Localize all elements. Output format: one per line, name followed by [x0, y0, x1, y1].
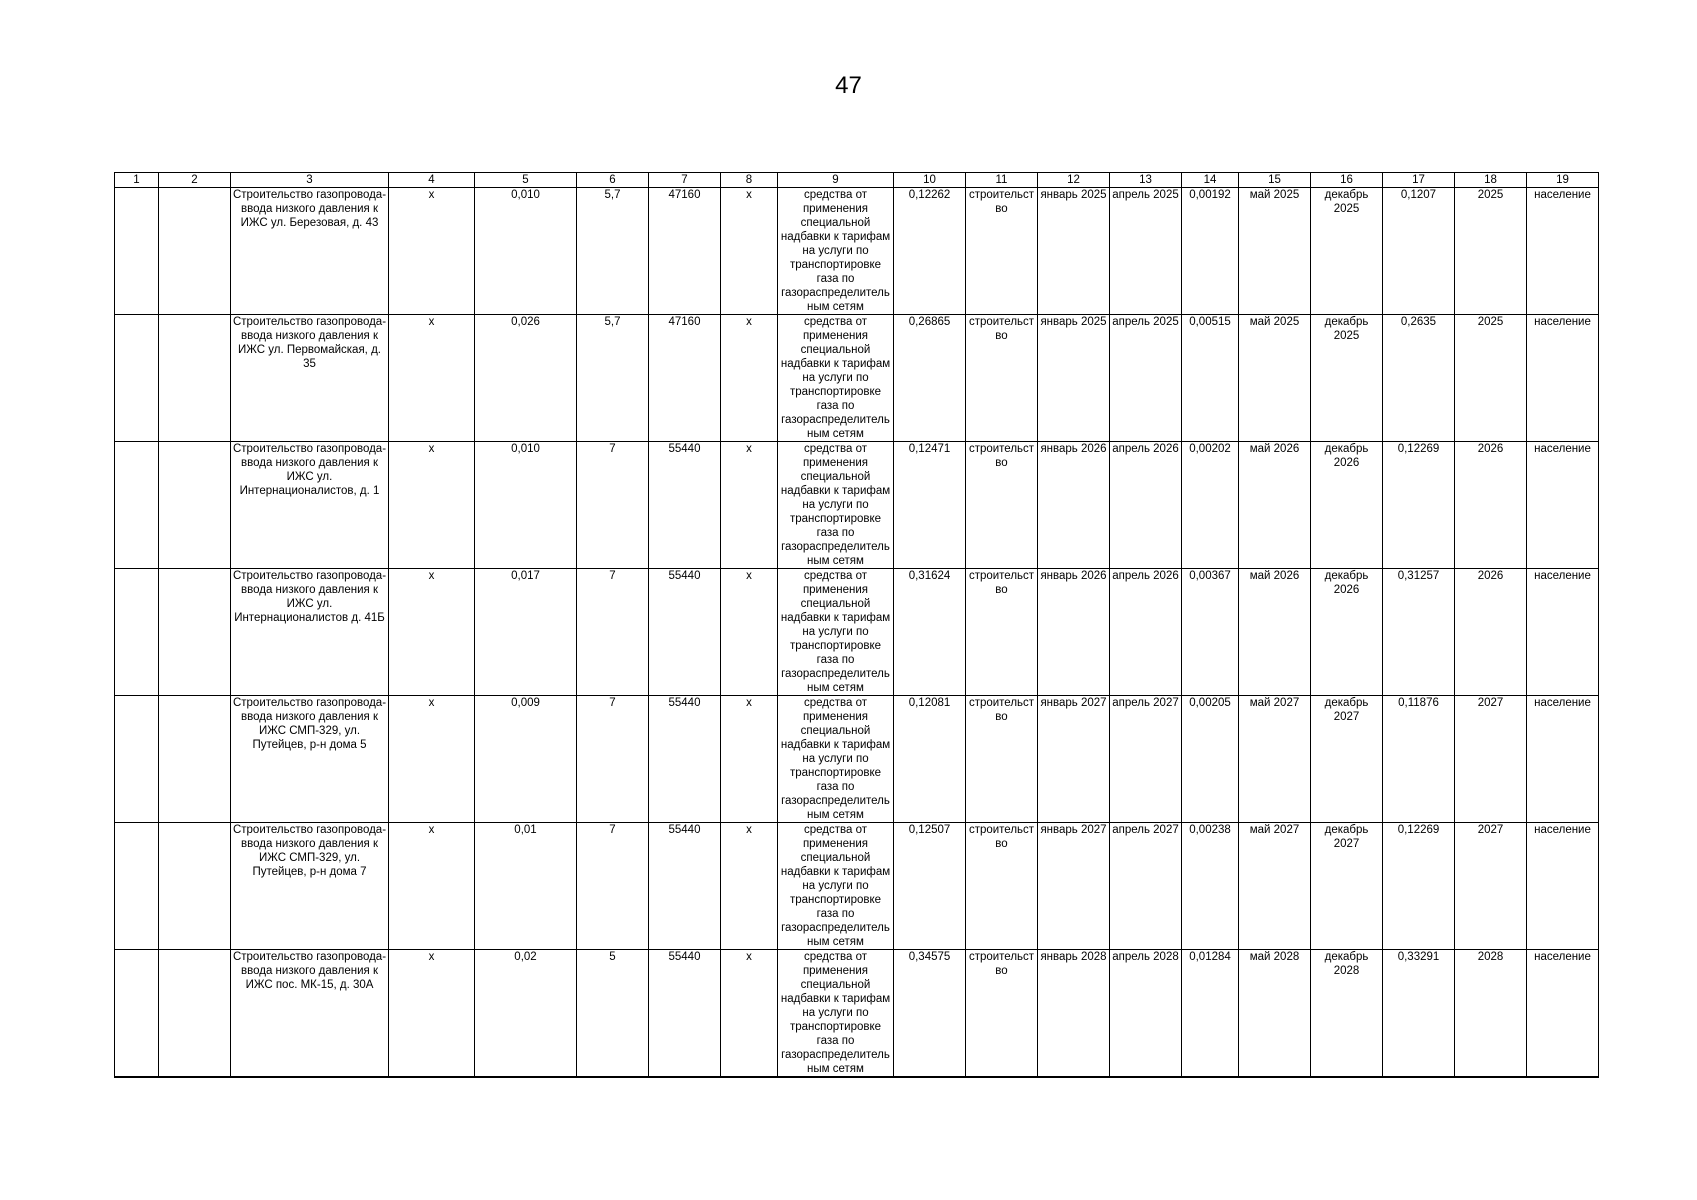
cell-consumers: население: [1527, 569, 1599, 696]
cell-col-7: 55440: [649, 823, 721, 950]
cell-col-4: х: [389, 569, 475, 696]
cell-col-6: 7: [577, 569, 649, 696]
column-header: 4: [389, 173, 475, 188]
cell-col-14: 0,00515: [1182, 315, 1239, 442]
table-header-row: [115, 173, 1599, 188]
column-header: 1: [115, 173, 159, 188]
column-header: 17: [1383, 173, 1455, 188]
cell-project-name: Строительство газопровода-ввода низкого давления к ИЖС СМП-329, ул. Путейцев, р-н дома 7: [231, 823, 389, 950]
cell-commission-start: май 2026: [1239, 442, 1311, 569]
cell-col-4: х: [389, 823, 475, 950]
cell-commission-end: декабрь 2027: [1311, 696, 1383, 823]
column-header: 12: [1038, 173, 1110, 188]
cell-consumers: население: [1527, 188, 1599, 315]
cell-funding-source: средства от применения специальной надбавки к тарифам на услуги по транспортировке газа по газораспределительным сетям: [778, 950, 894, 1078]
cell-col-4: х: [389, 696, 475, 823]
cell-row-number: [115, 569, 159, 696]
cell-col-17: 0,33291: [1383, 950, 1455, 1078]
table-row: [115, 188, 1599, 315]
cell-col-17: 0,11876: [1383, 696, 1455, 823]
column-header: 7: [649, 173, 721, 188]
cell-consumers: население: [1527, 823, 1599, 950]
cell-col-17: 0,12269: [1383, 823, 1455, 950]
cell-work-type: строительство: [966, 315, 1038, 442]
cell-end: апрель 2027: [1110, 823, 1182, 950]
cell-code: [159, 696, 231, 823]
cell-commission-end: декабрь 2028: [1311, 950, 1383, 1078]
table-row: [115, 823, 1599, 950]
cell-col-17: 0,1207: [1383, 188, 1455, 315]
cell-code: [159, 188, 231, 315]
cell-commission-start: май 2025: [1239, 315, 1311, 442]
cell-funding-source: средства от применения специальной надбавки к тарифам на услуги по транспортировке газа по газораспределительным сетям: [778, 823, 894, 950]
cell-col-7: 47160: [649, 315, 721, 442]
cell-project-name: Строительство газопровода-ввода низкого давления к ИЖС СМП-329, ул. Путейцев, р-н дома 5: [231, 696, 389, 823]
cell-consumers: население: [1527, 950, 1599, 1078]
column-header: 8: [721, 173, 778, 188]
cell-code: [159, 442, 231, 569]
cell-work-type: строительство: [966, 696, 1038, 823]
cell-length: 0,01: [475, 823, 577, 950]
column-header: 19: [1527, 173, 1599, 188]
cell-length: 0,009: [475, 696, 577, 823]
cell-year: 2027: [1455, 696, 1527, 823]
cell-cost: 0,12262: [894, 188, 966, 315]
cell-end: апрель 2026: [1110, 569, 1182, 696]
cell-col-7: 55440: [649, 950, 721, 1078]
cell-year: 2028: [1455, 950, 1527, 1078]
cell-code: [159, 569, 231, 696]
cell-length: 0,026: [475, 315, 577, 442]
cell-funding-source: средства от применения специальной надбавки к тарифам на услуги по транспортировке газа по газораспределительным сетям: [778, 696, 894, 823]
cell-work-type: строительство: [966, 569, 1038, 696]
cell-cost: 0,26865: [894, 315, 966, 442]
cell-code: [159, 315, 231, 442]
cell-col-14: 0,01284: [1182, 950, 1239, 1078]
cell-code: [159, 950, 231, 1078]
cell-col-17: 0,31257: [1383, 569, 1455, 696]
column-header: 15: [1239, 173, 1311, 188]
cell-col-14: 0,00367: [1182, 569, 1239, 696]
column-header: 16: [1311, 173, 1383, 188]
cell-commission-start: май 2025: [1239, 188, 1311, 315]
column-header: 6: [577, 173, 649, 188]
cell-row-number: [115, 823, 159, 950]
column-header: 11: [966, 173, 1038, 188]
table-row: [115, 315, 1599, 442]
cell-commission-start: май 2026: [1239, 569, 1311, 696]
cell-work-type: строительство: [966, 823, 1038, 950]
cell-col-8: х: [721, 696, 778, 823]
cell-col-4: х: [389, 188, 475, 315]
cell-col-7: 47160: [649, 188, 721, 315]
cell-year: 2026: [1455, 569, 1527, 696]
cell-project-name: Строительство газопровода-ввода низкого давления к ИЖС пос. МК-15, д. 30А: [231, 950, 389, 1078]
cell-consumers: население: [1527, 696, 1599, 823]
cell-col-6: 7: [577, 442, 649, 569]
cell-cost: 0,12081: [894, 696, 966, 823]
cell-col-17: 0,2635: [1383, 315, 1455, 442]
cell-col-8: х: [721, 442, 778, 569]
cell-length: 0,010: [475, 442, 577, 569]
cell-row-number: [115, 950, 159, 1078]
cell-commission-start: май 2027: [1239, 696, 1311, 823]
cell-row-number: [115, 188, 159, 315]
cell-end: апрель 2026: [1110, 442, 1182, 569]
cell-row-number: [115, 442, 159, 569]
cell-col-8: х: [721, 315, 778, 442]
cell-col-8: х: [721, 188, 778, 315]
cell-col-6: 7: [577, 696, 649, 823]
cell-year: 2026: [1455, 442, 1527, 569]
cell-col-4: х: [389, 950, 475, 1078]
cell-col-6: 7: [577, 823, 649, 950]
cell-col-14: 0,00202: [1182, 442, 1239, 569]
column-header: 10: [894, 173, 966, 188]
cell-col-8: х: [721, 823, 778, 950]
cell-funding-source: средства от применения специальной надбавки к тарифам на услуги по транспортировке газа по газораспределительным сетям: [778, 315, 894, 442]
cell-cost: 0,12471: [894, 442, 966, 569]
column-header: 2: [159, 173, 231, 188]
page-number: 47: [835, 72, 862, 99]
cell-end: апрель 2027: [1110, 696, 1182, 823]
cell-col-17: 0,12269: [1383, 442, 1455, 569]
cell-col-8: х: [721, 950, 778, 1078]
cell-col-7: 55440: [649, 569, 721, 696]
column-header: 5: [475, 173, 577, 188]
cell-cost: 0,31624: [894, 569, 966, 696]
column-header: 13: [1110, 173, 1182, 188]
cell-start: январь 2027: [1038, 696, 1110, 823]
cell-start: январь 2026: [1038, 442, 1110, 569]
cell-col-6: 5: [577, 950, 649, 1078]
column-header: 14: [1182, 173, 1239, 188]
cell-start: январь 2027: [1038, 823, 1110, 950]
cell-col-7: 55440: [649, 696, 721, 823]
cell-code: [159, 823, 231, 950]
cell-commission-end: декабрь 2025: [1311, 315, 1383, 442]
cell-work-type: строительство: [966, 442, 1038, 569]
cell-funding-source: средства от применения специальной надбавки к тарифам на услуги по транспортировке газа по газораспределительным сетям: [778, 569, 894, 696]
cell-project-name: Строительство газопровода-ввода низкого давления к ИЖС ул. Интернационалистов, д. 1: [231, 442, 389, 569]
cell-row-number: [115, 696, 159, 823]
cell-start: январь 2028: [1038, 950, 1110, 1078]
cell-commission-end: декабрь 2025: [1311, 188, 1383, 315]
cell-length: 0,017: [475, 569, 577, 696]
cell-col-14: 0,00205: [1182, 696, 1239, 823]
column-header: 18: [1455, 173, 1527, 188]
cell-work-type: строительство: [966, 188, 1038, 315]
cell-row-number: [115, 315, 159, 442]
cell-project-name: Строительство газопровода-ввода низкого давления к ИЖС ул. Березовая, д. 43: [231, 188, 389, 315]
cell-funding-source: средства от применения специальной надбавки к тарифам на услуги по транспортировке газа по газораспределительным сетям: [778, 188, 894, 315]
cell-cost: 0,34575: [894, 950, 966, 1078]
cell-commission-start: май 2028: [1239, 950, 1311, 1078]
cell-commission-end: декабрь 2026: [1311, 569, 1383, 696]
cell-end: апрель 2025: [1110, 315, 1182, 442]
cell-commission-end: декабрь 2027: [1311, 823, 1383, 950]
cell-funding-source: средства от применения специальной надбавки к тарифам на услуги по транспортировке газа по газораспределительным сетям: [778, 442, 894, 569]
table-row: [115, 569, 1599, 696]
data-table: [114, 172, 1599, 1078]
cell-col-14: 0,00238: [1182, 823, 1239, 950]
cell-year: 2027: [1455, 823, 1527, 950]
cell-commission-start: май 2027: [1239, 823, 1311, 950]
table-body: [115, 188, 1599, 1078]
cell-work-type: строительство: [966, 950, 1038, 1078]
cell-col-7: 55440: [649, 442, 721, 569]
cell-col-14: 0,00192: [1182, 188, 1239, 315]
cell-length: 0,010: [475, 188, 577, 315]
cell-start: январь 2026: [1038, 569, 1110, 696]
cell-end: апрель 2028: [1110, 950, 1182, 1078]
cell-project-name: Строительство газопровода-ввода низкого давления к ИЖС ул. Первомайская, д. 35: [231, 315, 389, 442]
cell-col-6: 5,7: [577, 315, 649, 442]
cell-length: 0,02: [475, 950, 577, 1078]
cell-cost: 0,12507: [894, 823, 966, 950]
cell-end: апрель 2025: [1110, 188, 1182, 315]
table-row: [115, 950, 1599, 1078]
cell-col-8: х: [721, 569, 778, 696]
cell-year: 2025: [1455, 315, 1527, 442]
column-header: 9: [778, 173, 894, 188]
cell-start: январь 2025: [1038, 188, 1110, 315]
cell-year: 2025: [1455, 188, 1527, 315]
cell-start: январь 2025: [1038, 315, 1110, 442]
cell-commission-end: декабрь 2026: [1311, 442, 1383, 569]
cell-project-name: Строительство газопровода-ввода низкого давления к ИЖС ул. Интернационалистов д. 41Б: [231, 569, 389, 696]
cell-col-4: х: [389, 442, 475, 569]
column-header: 3: [231, 173, 389, 188]
table-row: [115, 696, 1599, 823]
cell-col-4: х: [389, 315, 475, 442]
cell-consumers: население: [1527, 442, 1599, 569]
cell-col-6: 5,7: [577, 188, 649, 315]
table-row: [115, 442, 1599, 569]
cell-consumers: население: [1527, 315, 1599, 442]
